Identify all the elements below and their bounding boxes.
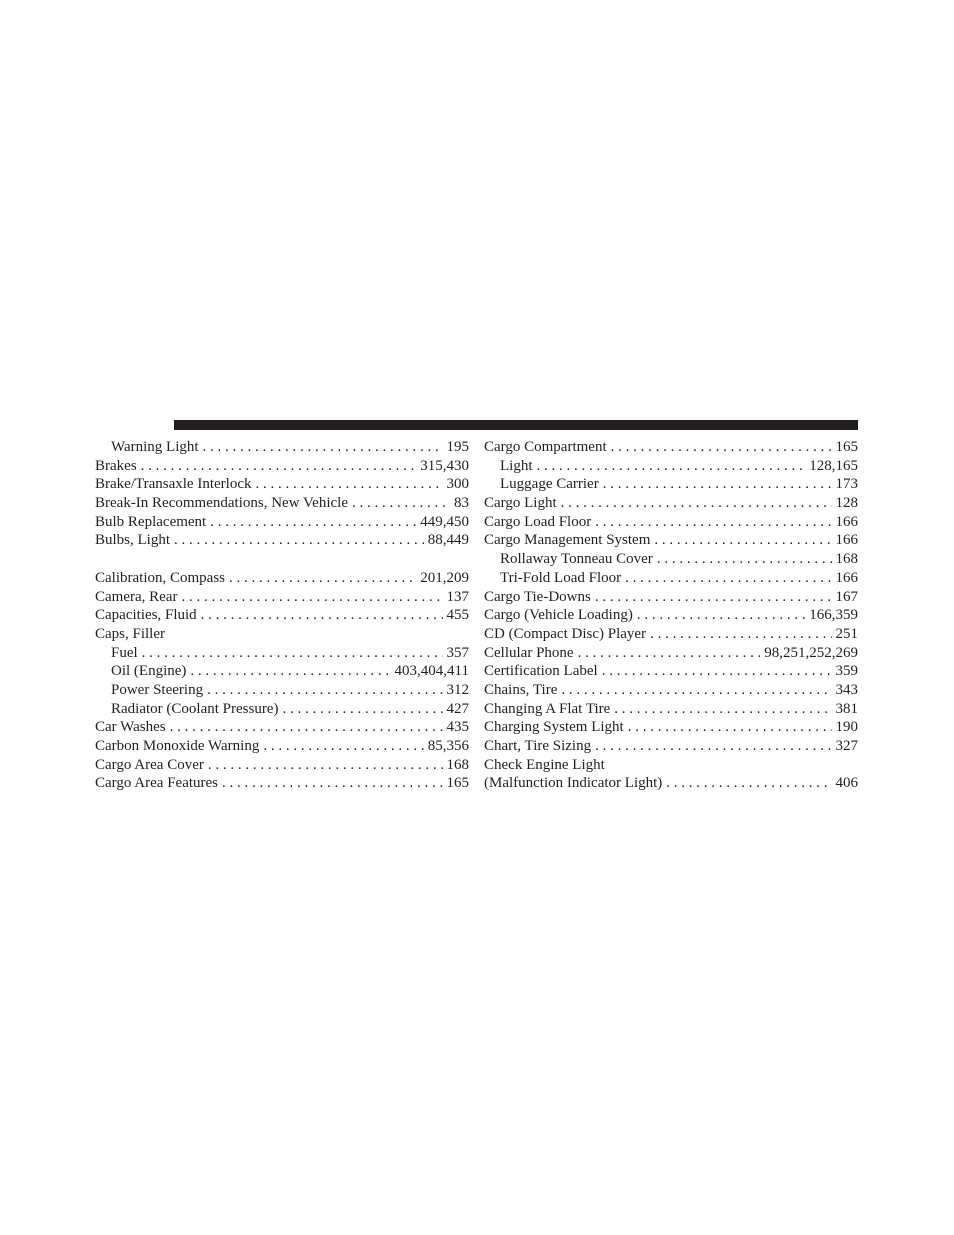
dot-leader xyxy=(614,700,831,719)
index-entry xyxy=(95,737,469,756)
index-term: Car Washes xyxy=(95,719,166,736)
dot-leader xyxy=(352,494,450,513)
page-reference: 312 xyxy=(446,681,469,698)
index-term: Cargo Light xyxy=(484,495,557,512)
page-reference: 98,251,252,269 xyxy=(764,644,858,661)
index-entry xyxy=(95,774,469,793)
index-entry xyxy=(484,606,858,625)
page-reference: 88,449 xyxy=(427,532,469,549)
dot-leader xyxy=(210,513,416,532)
dot-leader xyxy=(561,494,832,513)
index-term: Calibration, Compass xyxy=(95,569,225,586)
page-reference: 455 xyxy=(446,607,469,624)
dot-leader xyxy=(657,550,832,569)
page-reference: 128 xyxy=(835,495,858,512)
page-reference: 315,430 xyxy=(420,457,469,474)
dot-leader xyxy=(561,681,831,700)
index-term: Chains, Tire xyxy=(484,681,558,698)
index-term: Cargo Area Features xyxy=(95,775,219,792)
index-term: Brake/Transaxle Interlock xyxy=(95,476,252,493)
page-reference: 449,450 xyxy=(420,513,469,530)
page-reference: 137 xyxy=(446,588,469,605)
dot-leader xyxy=(142,644,443,663)
index-term: Brakes xyxy=(95,457,137,474)
index-term: Certification Label xyxy=(484,663,598,680)
index-entry xyxy=(95,756,469,775)
index-term: Bulbs, Light xyxy=(95,532,171,549)
index-entry xyxy=(95,494,469,513)
page-reference: 403,404,411 xyxy=(394,663,469,680)
dot-leader xyxy=(602,662,832,681)
index-entry xyxy=(484,644,858,663)
index-entry xyxy=(95,588,469,607)
index-term: Caps, Filler xyxy=(95,625,165,642)
page-reference: 167 xyxy=(835,588,858,605)
index-entry xyxy=(95,531,469,550)
page-reference: 343 xyxy=(835,681,858,698)
dot-leader xyxy=(222,774,442,793)
index-subentry xyxy=(95,438,469,457)
page-reference: 173 xyxy=(835,476,858,493)
dot-leader xyxy=(207,681,442,700)
dot-leader xyxy=(611,438,832,457)
page-reference: 190 xyxy=(835,719,858,736)
index-entry xyxy=(484,681,858,700)
index-entry xyxy=(95,625,469,644)
dot-leader xyxy=(141,457,417,476)
index-entry xyxy=(484,625,858,644)
dot-leader xyxy=(628,718,832,737)
page-reference: 165 xyxy=(446,775,469,792)
page-reference: 128,165 xyxy=(809,457,858,474)
index-entry xyxy=(484,774,858,793)
index-term: Bulb Replacement xyxy=(95,513,207,530)
dot-leader xyxy=(650,625,831,644)
dot-leader xyxy=(666,774,831,793)
index-term: (Malfunction Indicator Light) xyxy=(484,775,663,792)
dot-leader xyxy=(282,700,442,719)
page-reference: 381 xyxy=(835,700,858,717)
dot-leader xyxy=(595,737,831,756)
page-reference: 201,209 xyxy=(420,569,469,586)
index-subentry xyxy=(484,550,858,569)
index-term: Carbon Monoxide Warning xyxy=(95,738,260,754)
page-reference: 168 xyxy=(446,756,469,773)
dot-leader xyxy=(255,475,442,494)
index-term: Cargo Tie-Downs xyxy=(484,588,591,605)
dot-leader xyxy=(208,756,443,775)
page-reference: 435 xyxy=(446,719,469,736)
page-reference: 166 xyxy=(835,569,858,586)
index-entry xyxy=(484,700,858,719)
dot-leader xyxy=(625,569,831,588)
page-reference: 300 xyxy=(446,476,469,493)
index-term: Cellular Phone xyxy=(484,644,574,661)
dot-leader xyxy=(181,588,442,607)
index-term: Luggage Carrier xyxy=(500,476,599,493)
page-reference: 357 xyxy=(446,644,469,661)
dot-leader xyxy=(229,569,416,588)
index-entry xyxy=(484,513,858,532)
index-term: Break-In Recommendations, New Vehicle xyxy=(95,495,348,512)
index-entry xyxy=(484,737,858,756)
page-reference: 359 xyxy=(835,663,858,680)
page-reference: 166,359 xyxy=(809,607,858,624)
index-term: Radiator (Coolant Pressure) xyxy=(111,700,279,717)
index-term: Cargo Management System xyxy=(484,532,651,549)
dot-leader xyxy=(578,644,761,663)
dot-leader xyxy=(190,662,390,681)
dot-leader xyxy=(603,475,832,494)
index-term: Charging System Light xyxy=(484,719,624,736)
dot-leader xyxy=(201,606,443,625)
index-term: Oil (Engine) xyxy=(111,663,187,680)
index-entry xyxy=(95,457,469,476)
index-term: Light xyxy=(500,457,533,474)
page-reference: 166 xyxy=(835,513,858,530)
page-reference: 195 xyxy=(446,439,469,455)
index-term: Tri-Fold Load Floor xyxy=(500,569,622,586)
page-reference: 427 xyxy=(446,700,469,717)
dot-leader xyxy=(595,588,832,607)
index-entry xyxy=(484,494,858,513)
page-reference: 83 xyxy=(454,495,469,512)
index-entry xyxy=(95,606,469,625)
index-term: Rollaway Tonneau Cover xyxy=(500,551,653,568)
index-entry xyxy=(95,718,469,737)
index-subentry xyxy=(95,644,469,663)
index-term: Check Engine Light xyxy=(484,756,605,773)
index-column-right xyxy=(484,438,858,793)
index-subentry xyxy=(484,475,858,494)
index-term: CD (Compact Disc) Player xyxy=(484,625,647,642)
index-entry xyxy=(484,756,858,775)
dot-leader xyxy=(595,513,831,532)
index-entry xyxy=(484,438,858,457)
index-term: Cargo (Vehicle Loading) xyxy=(484,607,633,624)
index-term: Cargo Load Floor xyxy=(484,513,592,530)
page-reference: 166 xyxy=(835,532,858,549)
index-term: Capacities, Fluid xyxy=(95,607,197,624)
dot-leader xyxy=(174,531,424,550)
dot-leader xyxy=(637,606,805,625)
index-subentry xyxy=(484,569,858,588)
index-column-left xyxy=(95,438,469,793)
index-term: Power Steering xyxy=(111,681,204,698)
page-reference: 327 xyxy=(835,738,858,754)
page-reference: 406 xyxy=(835,775,858,792)
dot-leader xyxy=(203,438,443,457)
index-term: Fuel xyxy=(111,644,138,661)
index-subentry xyxy=(95,681,469,700)
page-reference: 251 xyxy=(835,625,858,642)
dot-leader xyxy=(170,718,443,737)
index-entry xyxy=(484,662,858,681)
index-subentry xyxy=(95,662,469,681)
index-term: Cargo Compartment xyxy=(484,439,607,455)
index-entry xyxy=(95,569,469,588)
index-subentry xyxy=(95,700,469,719)
dot-leader xyxy=(654,531,831,550)
header-rule xyxy=(174,420,858,430)
index-entry xyxy=(484,531,858,550)
page-reference: 165 xyxy=(835,439,858,455)
index-term: Changing A Flat Tire xyxy=(484,700,611,717)
index-entry xyxy=(484,718,858,737)
index-term: Chart, Tire Sizing xyxy=(484,738,592,754)
index-term: Warning Light xyxy=(111,439,199,455)
dot-leader xyxy=(537,457,806,476)
index-entry xyxy=(95,513,469,532)
index-entry xyxy=(95,475,469,494)
page-reference: 85,356 xyxy=(427,738,469,754)
index-entry xyxy=(484,588,858,607)
page-reference: 168 xyxy=(835,551,858,568)
dot-leader xyxy=(263,737,423,756)
index-subentry xyxy=(484,457,858,476)
index-term: Cargo Area Cover xyxy=(95,756,204,773)
index-term: Camera, Rear xyxy=(95,588,178,605)
